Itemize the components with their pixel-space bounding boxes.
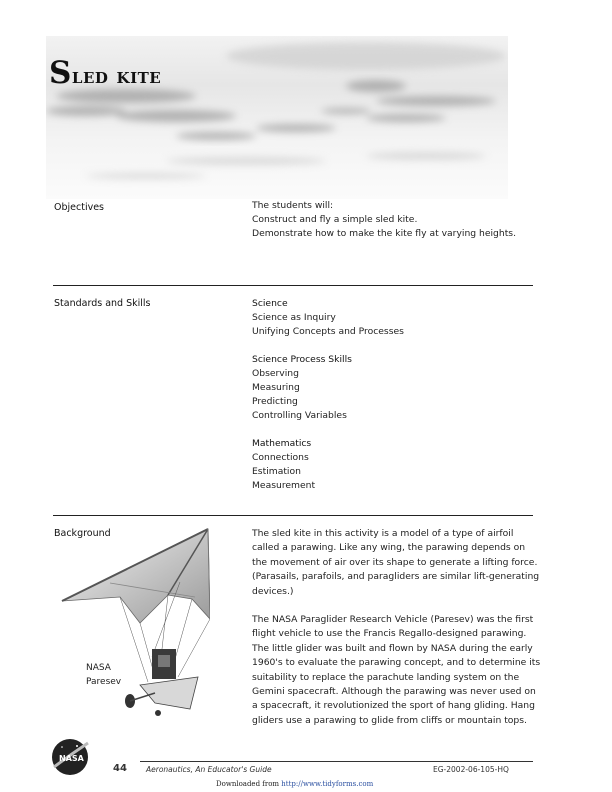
background-content	[252, 527, 542, 728]
objectives-line: Demonstrate how to make the kite fly at varying heights.	[252, 228, 517, 239]
standards-group-heading: Mathematics	[252, 438, 312, 449]
nasa-logo-icon	[50, 737, 90, 777]
footer-divider	[140, 761, 533, 762]
standards-item: Predicting	[252, 396, 298, 407]
paresev-glider-illustration	[60, 527, 210, 717]
objectives-content	[252, 199, 516, 241]
title-rest: led kite	[71, 63, 162, 89]
standards-item: Unifying Concepts and Processes	[252, 326, 404, 337]
standards-item: Measuring	[252, 382, 300, 393]
title-initial: S	[49, 55, 72, 91]
download-prefix: Downloaded from	[216, 780, 282, 788]
document-code: EG-2002-06-105-HQ	[433, 765, 509, 774]
svg-text:NASA: NASA	[59, 754, 84, 763]
standards-item: Estimation	[252, 466, 301, 477]
image-caption	[86, 662, 121, 689]
objectives-label: Objectives	[54, 202, 104, 213]
standards-group-heading: Science	[252, 298, 288, 309]
section-divider	[53, 515, 533, 516]
background-label: Background	[54, 528, 111, 539]
guide-title: Aeronautics, An Educator's Guide	[146, 765, 272, 774]
section-divider	[53, 285, 533, 286]
standards-item: Connections	[252, 452, 309, 463]
download-notice	[216, 780, 373, 788]
background-paragraph: The NASA Paraglider Research Vehicle (Paresev) was the first flight vehicle to use the Francis Regallo-designed parawing. The little glider was built and flown by NASA during the early 1960's to evaluate the parawing concept, and to determine its suitability to replace the parachute landing system on the Gemini spacecraft. Although the parawing was never used on a spacecraft, it revolutionized the sport of hang gliding. Hang gliders use a parawing to glide from cliffs or mountain tops.	[252, 614, 541, 726]
standards-item: Science as Inquiry	[252, 312, 336, 323]
standards-content	[252, 297, 404, 493]
standards-item: Measurement	[252, 480, 316, 491]
background-paragraph: The sled kite in this activity is a model of a type of airfoil called a parawing. Like any wing, the parawing depends on the movement of air over its shape to generate a lifting force. (Parasails, parafoils, and paragliders are similar lift-generating devices.)	[252, 528, 540, 597]
standards-item: Controlling Variables	[252, 410, 347, 421]
page-number: 44	[113, 763, 127, 774]
caption-line: NASA	[86, 663, 111, 673]
standards-item: Observing	[252, 368, 299, 379]
page-title	[49, 55, 161, 91]
standards-group-heading: Science Process Skills	[252, 354, 352, 365]
caption-line: Paresev	[86, 676, 122, 687]
objectives-line: Construct and fly a simple sled kite.	[252, 214, 418, 225]
download-link[interactable]: http://www.tidyforms.com	[281, 780, 374, 788]
standards-label: Standards and Skills	[54, 298, 151, 309]
objectives-line: The students will:	[252, 200, 334, 211]
